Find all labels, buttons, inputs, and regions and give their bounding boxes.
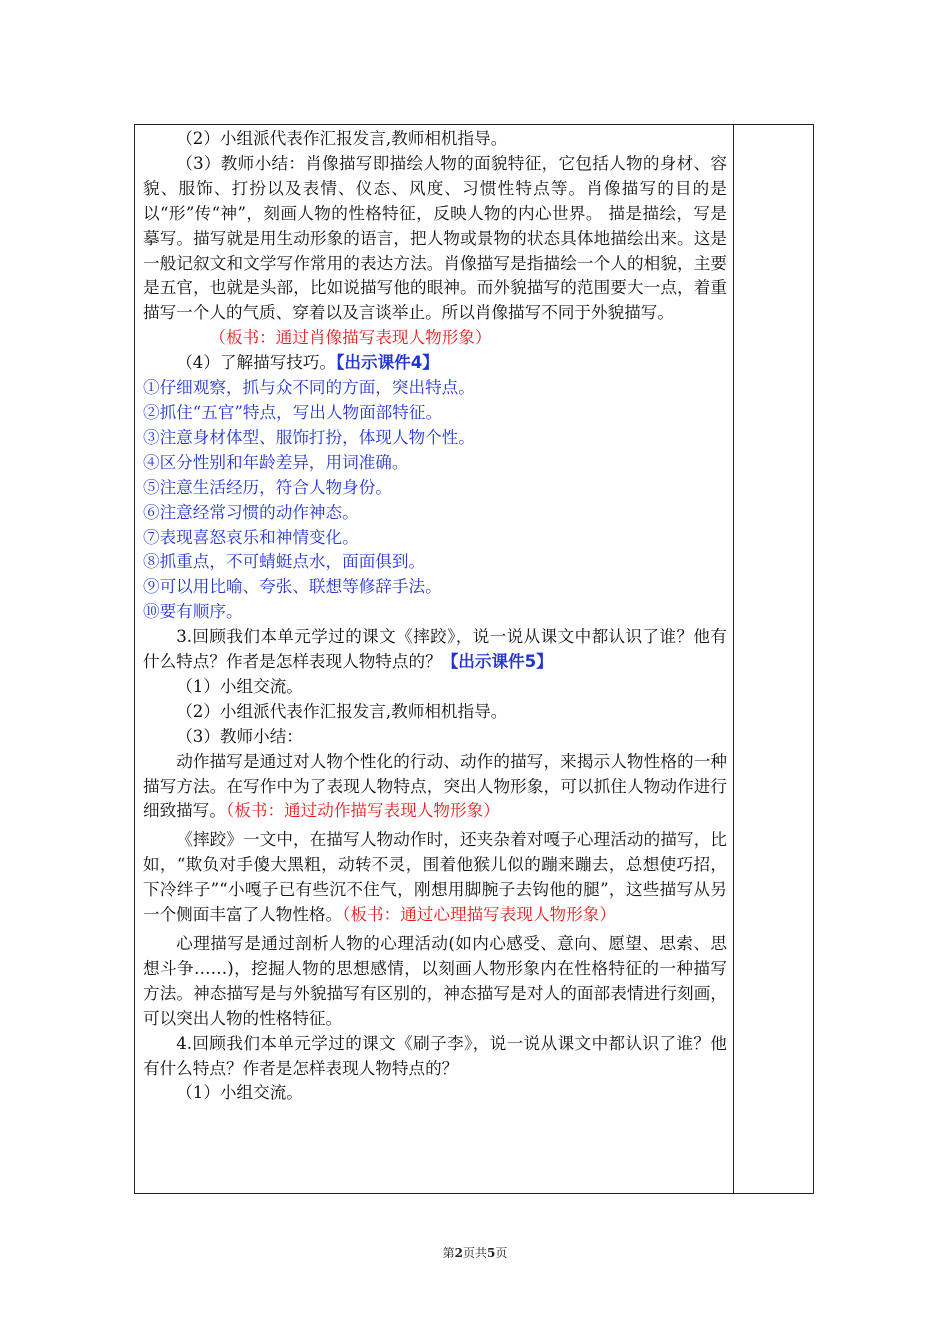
tip-item: ①仔细观察，抓与众不同的方面，突出特点。 — [143, 378, 475, 398]
question-3 — [143, 625, 727, 675]
q3-step-3: （3）教师小结： — [176, 726, 303, 746]
lesson-content — [143, 127, 727, 1106]
teacher-summary-portrait: （3）教师小结：肖像描写即描绘人物的面貌特征，它包括人物的身材、容貌、服饰、打扮以及表情、仪态、风度、习惯性特点等。肖像描写的目的是以“形”传“神”，刻画人物的性格特征，反映人物的内心世界。 描是描绘，写是摹写。描写就是用生动形象的语言，把人物或景物的状态具体地描绘出来。这是一般记叙文和文学写作常用的表达方法。肖像描写是指描绘一个人的相貌，主要是五官，也就是头部，比如说描写他的眼神。而外貌描写的范围要大一点，着重描写一个人的气质、穿着以及言谈举止。所以肖像描写不同于外貌描写。 — [143, 153, 727, 323]
tip-item: ⑤注意生活经历，符合人物身份。 — [143, 477, 392, 497]
action-description — [143, 750, 727, 825]
courseware-tag-4: 【出示课件4】 — [336, 353, 439, 373]
question-3-text: 3.回顾我们本单元学过的课文《摔跤》，说一说从课文中都认识了谁？他有什么特点？作者是怎样表现人物特点的？ — [143, 627, 727, 672]
step-4-techniques — [143, 351, 727, 376]
step-2-report: （2）小组派代表作汇报发言,教师相机指导。 — [176, 129, 508, 148]
wrestle-analysis — [143, 828, 727, 928]
tip-item: ④区分性别和年龄差异，用词准确。 — [143, 452, 409, 472]
lesson-table — [134, 124, 814, 1194]
tip-item: ⑦表现喜怒哀乐和神情变化。 — [143, 527, 359, 547]
step-4-text: （4）了解描写技巧。 — [176, 353, 337, 373]
tip-item: ②抓住“五官”特点，写出人物面部特征。 — [143, 402, 443, 422]
q4-step-1: （1）小组交流。 — [176, 1083, 303, 1103]
tip-item: ⑨可以用比喻、夸张、联想等修辞手法。 — [143, 577, 442, 597]
footer-suffix: 页 — [495, 1246, 508, 1260]
footer-total-pages: 5 — [487, 1246, 496, 1260]
wrestle-analysis-text: 《摔跤》一文中，在描写人物动作时，还夹杂着对嘎子心理活动的描写，比如，“欺负对手傻大黑粗，动转不灵，围着他猴儿似的蹦来蹦去，总想使巧招，下冷绊子”“小嘎子已有些沉不住气，刚想用脚腕子去钩他的腿”，这些描写从另一个侧面丰富了人物性格。 — [143, 830, 727, 925]
courseware-tag-5: 【出示课件5】 — [441, 652, 553, 672]
tip-item: ⑩要有顺序。 — [143, 602, 243, 622]
page-footer — [0, 1244, 950, 1261]
q3-step-2: （2）小组派代表作汇报发言,教师相机指导。 — [176, 701, 508, 721]
column-divider — [733, 125, 734, 1193]
board-note-action: （板书：通过动作描写表现人物形象） — [225, 801, 500, 821]
tip-item: ⑥注意经常习惯的动作神态。 — [143, 502, 359, 522]
action-description-text: 动作描写是通过对人物个性化的行动、动作的描写，来揭示人物性格的一种描写方法。在写作中为了表现人物特点，突出人物形象，可以抓住人物动作进行细致描写。 — [143, 751, 727, 821]
tip-item: ⑧抓重点，不可蜻蜓点水，面面俱到。 — [143, 552, 426, 572]
footer-prefix: 第 — [442, 1246, 455, 1260]
question-4: 4.回顾我们本单元学过的课文《刷子李》，说一说从课文中都认识了谁？他有什么特点？作者是怎样表现人物特点的？ — [143, 1033, 727, 1078]
mind-description: 心理描写是通过剖析人物的心理活动(如内心感受、意向、愿望、思索、思想斗争……)，挖掘人物的思想感情，以刻画人物形象内在性格特征的一种描写方法。神态描写是与外貌描写有区别的，神态描写是对人的面部表情进行刻画，可以突出人物的性格特征。 — [143, 934, 727, 1028]
board-note-mind: （板书：通过心理描写表现人物形象） — [342, 905, 616, 925]
q3-step-1: （1）小组交流。 — [176, 676, 303, 696]
tip-item: ③注意身材体型、服饰打扮，体现人物个性。 — [143, 427, 475, 447]
board-note-portrait: （板书：通过肖像描写表现人物形象） — [209, 328, 492, 348]
footer-middle: 页共 — [462, 1246, 487, 1260]
footer-current-page: 2 — [454, 1246, 463, 1260]
